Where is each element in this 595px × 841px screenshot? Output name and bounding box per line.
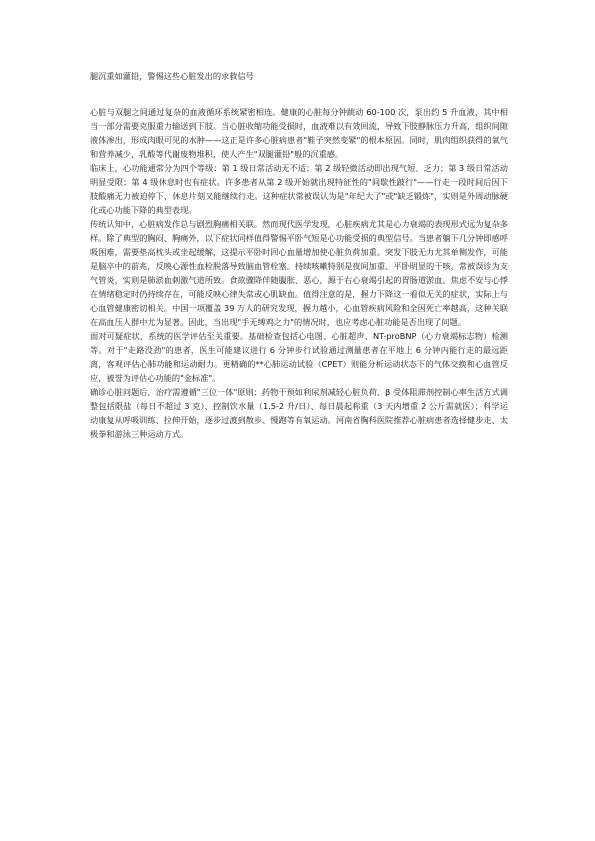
paragraph-heart-legs-connection: 心脏与双腿之间通过复杂的血液循环系统紧密相连。健康的心脏每分钟跳动 60-100 次，泵出约 5 升血液，其中相当一部分需要克服重力输送到下肢。当心脏收缩功能受损时，血液难以有效回流，导致下肢静脉压力升高，组织间隙液体渗出，形成肉眼可见的水肿——这正是许多心脏病患者"鞋子突然变紧"的根本原因。同时，肌肉组织获得的氧气和营养减少，乳酸等代谢废物堆积，使人产生"双腿灌铅"般的沉重感。	[90, 107, 508, 159]
paragraph-medical-evaluation: 面对可疑症状，系统的医学评估至关重要。基础检查包括心电图、心脏超声、NT-proBNP（心力衰竭标志物）检测等。对于"走路没劲"的患者，医生可能建议进行 6 分钟步行试验通过测量患者在平地上 6 分钟内能行走的最远距离，客观评估心肺功能和运动耐力。更精确的**心肺运动试验（CPET）则能分析运动状态下的气体交换和心血管反应，被誉为评估心功能的"金标准"。	[90, 331, 508, 383]
paragraph-treatment-principles: 确诊心脏问题后，治疗需遵循"三位一体"原则：药物干预如利尿剂减轻心脏负荷、β 受体阻滞剂控制心率生活方式调整包括限盐（每日不超过 3 克）、控制饮水量（1.5-2 升/日）、每日晨起称重（3 天内增重 2 公斤需就医）；科学运动康复从呼吸训练、拉伸开始，逐步过渡到散步、慢跑等有氧运动。河南省胸科医院推荐心脏病患者选择健步走、太极拳和游泳三种运动方式。	[90, 387, 508, 439]
paragraph-warning-symptoms: 传统认知中，心脏病发作总与剧烈胸痛相关联。然而现代医学发现，心脏疾病尤其是心力衰竭的表现形式远为复杂多样。除了典型的胸闷、胸痛外，以下症状同样值得警惕平卧气短是心功能受损的典型信号。当患者躺下几分钟即感呼吸困难，需要垫高枕头或坐起缓解，这提示平卧时回心血量增加使心脏负荷加重。突发下肢无力尤其单侧发作，可能是脑卒中的前兆，反映心源性血栓脱落导致脑血管栓塞。持续咳嗽特别是夜间加重、平卧明显的干咳，常被误诊为支气管炎，实则是肺淤血刺激气道所致。食欲骤降伴随腹胀、恶心，源于右心衰竭引起的胃肠道淤血。焦虑不安与心悸在情绪稳定时仍持续存在，可能反映心律失常或心肌缺血。值得注意的是，握力下降这一看似无关的症状，实际上与心血管健康密切相关。中国一项覆盖 39 万人的研究发现，握力越小，心血管疾病风险和全因死亡率越高，这种关联在高血压人群中尤为显著。因此，当出现"手无缚鸡之力"的情况时，也应考虑心脏功能是否出现了问题。	[90, 219, 508, 327]
document-page	[90, 70, 508, 441]
paragraph-heart-function-grades: 临床上，心功能通常分为四个等级：第 1 级日常活动无不适；第 2 级轻微活动即出现气短、乏力；第 3 级日常活动明显受限；第 4 级休息时也有症状。许多患者从第 2 级开始就出现特征性的"间歇性跛行"——行走一段时间后因下肢酸痛无力被迫停下，休息片刻又能继续行走。这种症状常被误认为是"年纪大了"或"缺乏锻炼"，实则是外周动脉硬化或心功能下降的典型表现。	[90, 163, 508, 215]
document-title: 腿沉重如灌铅，警惕这些心脏发出的求救信号	[90, 71, 254, 81]
